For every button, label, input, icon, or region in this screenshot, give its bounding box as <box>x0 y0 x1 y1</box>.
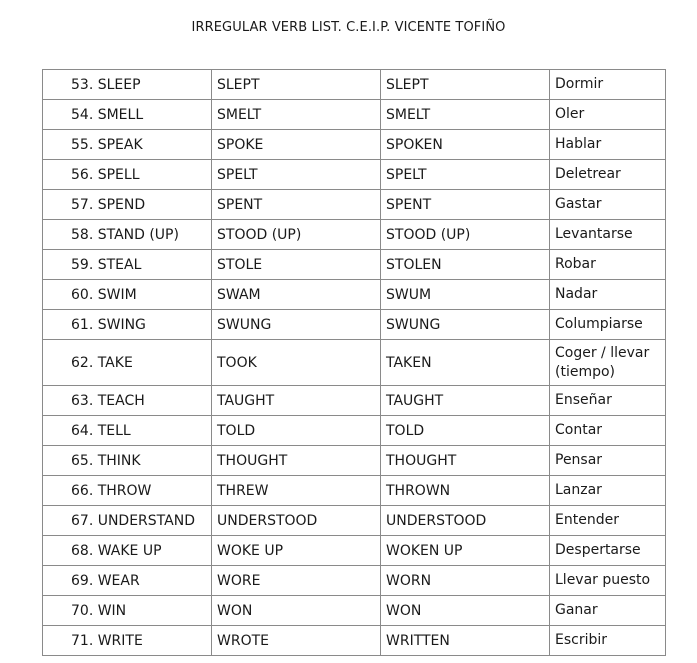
past-participle-cell: WOKEN UP <box>381 536 550 566</box>
past-participle-cell: TAUGHT <box>381 386 550 416</box>
table-row <box>43 416 666 446</box>
translation-cell: Dormir <box>550 70 666 100</box>
past-simple-cell: TOLD <box>212 416 381 446</box>
infinitive-cell: 56. SPELL <box>43 160 212 190</box>
translation-cell: Lanzar <box>550 476 666 506</box>
past-simple-cell: SPENT <box>212 190 381 220</box>
infinitive-cell: 62. TAKE <box>43 340 212 386</box>
past-simple-cell: SPOKE <box>212 130 381 160</box>
translation-cell: Oler <box>550 100 666 130</box>
past-simple-cell: STOLE <box>212 250 381 280</box>
past-simple-cell: SPELT <box>212 160 381 190</box>
past-participle-cell: THROWN <box>381 476 550 506</box>
translation-cell: Escribir <box>550 626 666 656</box>
past-participle-cell: SLEPT <box>381 70 550 100</box>
past-simple-cell: UNDERSTOOD <box>212 506 381 536</box>
past-simple-cell: SMELT <box>212 100 381 130</box>
infinitive-cell: 53. SLEEP <box>43 70 212 100</box>
irregular-verb-table <box>42 69 666 656</box>
table-row <box>43 310 666 340</box>
infinitive-cell: 67. UNDERSTAND <box>43 506 212 536</box>
infinitive-cell: 66. THROW <box>43 476 212 506</box>
past-participle-cell: UNDERSTOOD <box>381 506 550 536</box>
table-row <box>43 340 666 386</box>
translation-cell: Deletrear <box>550 160 666 190</box>
past-participle-cell: STOLEN <box>381 250 550 280</box>
table-row <box>43 446 666 476</box>
past-simple-cell: TOOK <box>212 340 381 386</box>
infinitive-cell: 61. SWING <box>43 310 212 340</box>
table-row <box>43 506 666 536</box>
infinitive-cell: 58. STAND (UP) <box>43 220 212 250</box>
past-simple-cell: SLEPT <box>212 70 381 100</box>
past-simple-cell: THOUGHT <box>212 446 381 476</box>
translation-cell: Ganar <box>550 596 666 626</box>
past-simple-cell: STOOD (UP) <box>212 220 381 250</box>
translation-cell: Pensar <box>550 446 666 476</box>
past-participle-cell: WRITTEN <box>381 626 550 656</box>
document-title: IRREGULAR VERB LIST. C.E.I.P. VICENTE TOFIÑO <box>191 20 506 35</box>
infinitive-cell: 65. THINK <box>43 446 212 476</box>
past-simple-cell: TAUGHT <box>212 386 381 416</box>
table-row <box>43 250 666 280</box>
past-participle-cell: SWUNG <box>381 310 550 340</box>
table-row <box>43 566 666 596</box>
past-participle-cell: TAKEN <box>381 340 550 386</box>
infinitive-cell: 59. STEAL <box>43 250 212 280</box>
translation-cell: Enseñar <box>550 386 666 416</box>
table-row <box>43 280 666 310</box>
translation-cell: Gastar <box>550 190 666 220</box>
past-participle-cell: WORN <box>381 566 550 596</box>
infinitive-cell: 70. WIN <box>43 596 212 626</box>
table-row <box>43 190 666 220</box>
translation-cell: Levantarse <box>550 220 666 250</box>
table-row <box>43 386 666 416</box>
table-row <box>43 220 666 250</box>
past-simple-cell: SWUNG <box>212 310 381 340</box>
translation-cell: Coger / llevar (tiempo) <box>550 340 666 386</box>
translation-cell: Robar <box>550 250 666 280</box>
table-row <box>43 100 666 130</box>
infinitive-cell: 54. SMELL <box>43 100 212 130</box>
translation-cell: Llevar puesto <box>550 566 666 596</box>
infinitive-cell: 60. SWIM <box>43 280 212 310</box>
translation-cell: Contar <box>550 416 666 446</box>
past-participle-cell: SWUM <box>381 280 550 310</box>
translation-cell: Nadar <box>550 280 666 310</box>
infinitive-cell: 64. TELL <box>43 416 212 446</box>
table-row <box>43 130 666 160</box>
table-row <box>43 626 666 656</box>
past-participle-cell: STOOD (UP) <box>381 220 550 250</box>
past-simple-cell: WON <box>212 596 381 626</box>
past-participle-cell: SMELT <box>381 100 550 130</box>
translation-cell: Despertarse <box>550 536 666 566</box>
past-participle-cell: WON <box>381 596 550 626</box>
table-row <box>43 160 666 190</box>
infinitive-cell: 63. TEACH <box>43 386 212 416</box>
past-simple-cell: SWAM <box>212 280 381 310</box>
past-simple-cell: WORE <box>212 566 381 596</box>
table-row <box>43 476 666 506</box>
past-participle-cell: THOUGHT <box>381 446 550 476</box>
table-row <box>43 70 666 100</box>
translation-cell: Hablar <box>550 130 666 160</box>
past-simple-cell: WROTE <box>212 626 381 656</box>
infinitive-cell: 57. SPEND <box>43 190 212 220</box>
past-simple-cell: WOKE UP <box>212 536 381 566</box>
table-row <box>43 596 666 626</box>
past-participle-cell: TOLD <box>381 416 550 446</box>
past-participle-cell: SPOKEN <box>381 130 550 160</box>
infinitive-cell: 71. WRITE <box>43 626 212 656</box>
past-simple-cell: THREW <box>212 476 381 506</box>
past-participle-cell: SPELT <box>381 160 550 190</box>
infinitive-cell: 69. WEAR <box>43 566 212 596</box>
translation-cell: Entender <box>550 506 666 536</box>
translation-cell: Columpiarse <box>550 310 666 340</box>
infinitive-cell: 68. WAKE UP <box>43 536 212 566</box>
table-row <box>43 536 666 566</box>
past-participle-cell: SPENT <box>381 190 550 220</box>
infinitive-cell: 55. SPEAK <box>43 130 212 160</box>
